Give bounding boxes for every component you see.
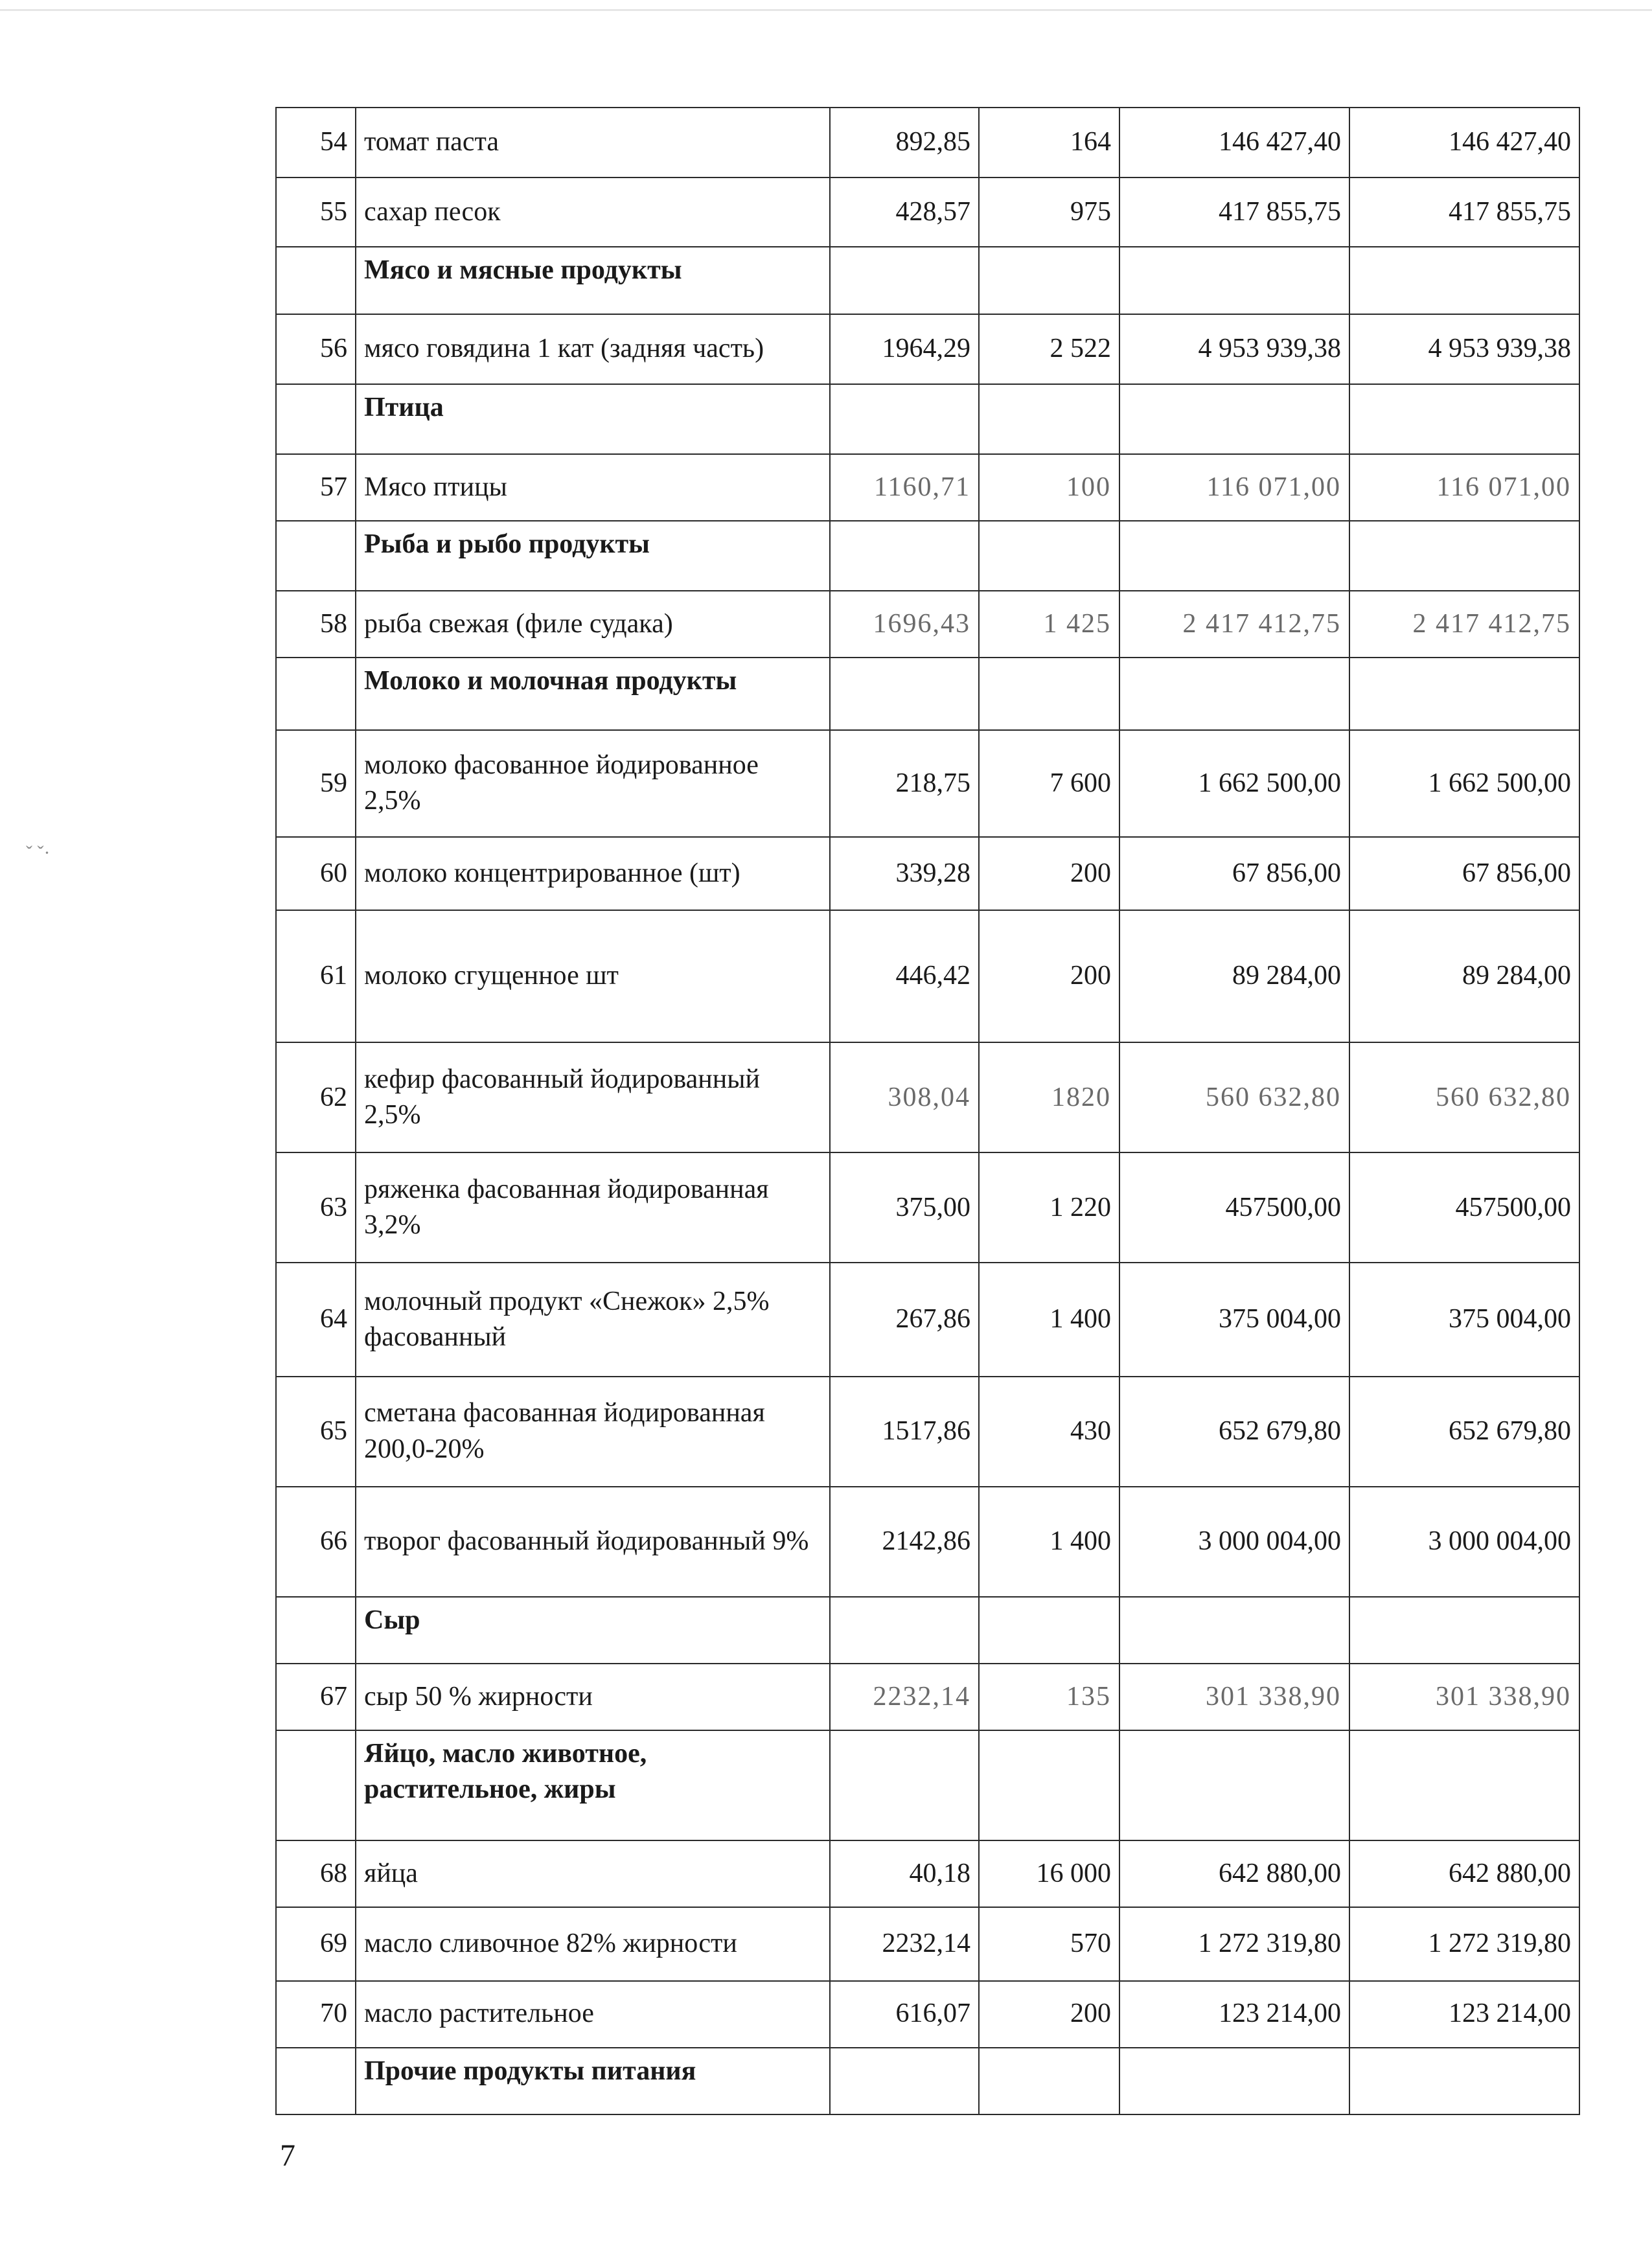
table-row — [276, 1263, 1579, 1376]
quantity-cell: 200 — [979, 1981, 1119, 2048]
unit-price-cell: 1696,43 — [830, 591, 979, 658]
table-row — [276, 1377, 1579, 1487]
product-name-cell: томат паста — [356, 108, 830, 178]
table-row — [276, 1981, 1579, 2048]
unit-price-cell: 616,07 — [830, 1981, 979, 2048]
amount-cell: 301 338,90 — [1119, 1664, 1349, 1730]
product-name-cell: ряженка фасованная йодированная 3,2% — [356, 1152, 830, 1263]
quantity-cell — [979, 384, 1119, 454]
table-row — [276, 314, 1579, 384]
quantity-cell — [979, 247, 1119, 314]
amount-cell — [1119, 1730, 1349, 1840]
row-number-cell: 68 — [276, 1840, 356, 1907]
unit-price-cell: 1517,86 — [830, 1377, 979, 1487]
table-row — [276, 837, 1579, 910]
amount-cell — [1119, 1597, 1349, 1664]
amount-total-cell: 652 679,80 — [1349, 1377, 1579, 1487]
table-row — [276, 178, 1579, 247]
unit-price-cell: 1160,71 — [830, 454, 979, 521]
quantity-cell: 200 — [979, 910, 1119, 1042]
product-name-cell: молоко фасованное йодированное 2,5% — [356, 730, 830, 837]
table-row — [276, 730, 1579, 837]
amount-total-cell — [1349, 1597, 1579, 1664]
unit-price-cell: 1964,29 — [830, 314, 979, 384]
unit-price-cell — [830, 1597, 979, 1664]
quantity-cell: 16 000 — [979, 1840, 1119, 1907]
page-number: 7 — [280, 2138, 295, 2173]
product-name-cell: мясо говядина 1 кат (задняя часть) — [356, 314, 830, 384]
row-number-cell: 66 — [276, 1487, 356, 1597]
amount-total-cell: 417 855,75 — [1349, 178, 1579, 247]
product-name-cell: Молоко и молочная продукты — [356, 658, 830, 729]
row-number-cell: 64 — [276, 1263, 356, 1376]
product-name-cell: масло сливочное 82% жирности — [356, 1907, 830, 1980]
amount-cell: 67 856,00 — [1119, 837, 1349, 910]
section-row — [276, 1597, 1579, 1664]
amount-cell: 652 679,80 — [1119, 1377, 1349, 1487]
amount-total-cell — [1349, 384, 1579, 454]
amount-total-cell: 642 880,00 — [1349, 1840, 1579, 1907]
products-table-wrapper — [275, 107, 1579, 2115]
row-number-cell: 58 — [276, 591, 356, 658]
section-row — [276, 521, 1579, 591]
table-row — [276, 108, 1579, 178]
amount-total-cell: 457500,00 — [1349, 1152, 1579, 1263]
unit-price-cell: 892,85 — [830, 108, 979, 178]
table-row — [276, 454, 1579, 521]
table-row — [276, 1487, 1579, 1597]
row-number-cell — [276, 247, 356, 314]
amount-cell — [1119, 384, 1349, 454]
amount-total-cell — [1349, 247, 1579, 314]
amount-cell — [1119, 658, 1349, 729]
amount-total-cell: 123 214,00 — [1349, 1981, 1579, 2048]
quantity-cell: 570 — [979, 1907, 1119, 1980]
amount-cell: 417 855,75 — [1119, 178, 1349, 247]
row-number-cell — [276, 658, 356, 729]
unit-price-cell: 40,18 — [830, 1840, 979, 1907]
row-number-cell: 57 — [276, 454, 356, 521]
quantity-cell: 164 — [979, 108, 1119, 178]
products-table — [275, 107, 1580, 2115]
amount-total-cell — [1349, 1730, 1579, 1840]
amount-cell: 642 880,00 — [1119, 1840, 1349, 1907]
unit-price-cell — [830, 1730, 979, 1840]
amount-cell: 1 272 319,80 — [1119, 1907, 1349, 1980]
amount-total-cell: 1 662 500,00 — [1349, 730, 1579, 837]
product-name-cell: Яйцо, масло животное, растительное, жиры — [356, 1730, 830, 1840]
section-row — [276, 384, 1579, 454]
quantity-cell: 1 220 — [979, 1152, 1119, 1263]
amount-cell: 560 632,80 — [1119, 1042, 1349, 1152]
amount-cell: 4 953 939,38 — [1119, 314, 1349, 384]
amount-total-cell: 116 071,00 — [1349, 454, 1579, 521]
product-name-cell: сахар песок — [356, 178, 830, 247]
page-top-edge — [0, 0, 1652, 11]
product-name-cell: молоко концентрированное (шт) — [356, 837, 830, 910]
product-name-cell: Мясо и мясные продукты — [356, 247, 830, 314]
amount-total-cell: 301 338,90 — [1349, 1664, 1579, 1730]
product-name-cell: Мясо птицы — [356, 454, 830, 521]
row-number-cell — [276, 2048, 356, 2114]
table-row — [276, 591, 1579, 658]
product-name-cell: Сыр — [356, 1597, 830, 1664]
unit-price-cell — [830, 2048, 979, 2114]
unit-price-cell: 308,04 — [830, 1042, 979, 1152]
product-name-cell: молоко сгущенное шт — [356, 910, 830, 1042]
quantity-cell: 200 — [979, 837, 1119, 910]
quantity-cell: 1 425 — [979, 591, 1119, 658]
unit-price-cell: 339,28 — [830, 837, 979, 910]
row-number-cell — [276, 1597, 356, 1664]
amount-total-cell: 67 856,00 — [1349, 837, 1579, 910]
row-number-cell: 55 — [276, 178, 356, 247]
row-number-cell: 62 — [276, 1042, 356, 1152]
table-row — [276, 910, 1579, 1042]
amount-total-cell: 146 427,40 — [1349, 108, 1579, 178]
row-number-cell — [276, 521, 356, 591]
product-name-cell: творог фасованный йодированный 9% — [356, 1487, 830, 1597]
product-name-cell: Рыба и рыбо продукты — [356, 521, 830, 591]
quantity-cell: 2 522 — [979, 314, 1119, 384]
table-row — [276, 1664, 1579, 1730]
quantity-cell: 1 400 — [979, 1263, 1119, 1376]
scan-mark: ˇ ˇ· — [26, 842, 51, 864]
product-name-cell: Прочие продукты питания — [356, 2048, 830, 2114]
amount-cell — [1119, 247, 1349, 314]
unit-price-cell: 2232,14 — [830, 1907, 979, 1980]
table-row — [276, 1907, 1579, 1980]
amount-total-cell: 560 632,80 — [1349, 1042, 1579, 1152]
product-name-cell: яйца — [356, 1840, 830, 1907]
product-name-cell: кефир фасованный йодированный 2,5% — [356, 1042, 830, 1152]
row-number-cell — [276, 1730, 356, 1840]
unit-price-cell: 428,57 — [830, 178, 979, 247]
amount-cell: 1 662 500,00 — [1119, 730, 1349, 837]
row-number-cell: 60 — [276, 837, 356, 910]
unit-price-cell: 218,75 — [830, 730, 979, 837]
quantity-cell — [979, 658, 1119, 729]
amount-cell — [1119, 2048, 1349, 2114]
unit-price-cell — [830, 658, 979, 729]
product-name-cell: рыба свежая (филе судака) — [356, 591, 830, 658]
quantity-cell: 1820 — [979, 1042, 1119, 1152]
table-row — [276, 1152, 1579, 1263]
row-number-cell: 56 — [276, 314, 356, 384]
amount-total-cell: 2 417 412,75 — [1349, 591, 1579, 658]
row-number-cell: 65 — [276, 1377, 356, 1487]
amount-total-cell — [1349, 2048, 1579, 2114]
row-number-cell: 67 — [276, 1664, 356, 1730]
table-row — [276, 1840, 1579, 1907]
quantity-cell: 975 — [979, 178, 1119, 247]
amount-cell: 116 071,00 — [1119, 454, 1349, 521]
row-number-cell — [276, 384, 356, 454]
quantity-cell: 430 — [979, 1377, 1119, 1487]
amount-total-cell: 1 272 319,80 — [1349, 1907, 1579, 1980]
amount-cell: 146 427,40 — [1119, 108, 1349, 178]
section-row — [276, 1730, 1579, 1840]
product-name-cell: Птица — [356, 384, 830, 454]
row-number-cell: 69 — [276, 1907, 356, 1980]
quantity-cell — [979, 1730, 1119, 1840]
product-name-cell: сыр 50 % жирности — [356, 1664, 830, 1730]
row-number-cell: 59 — [276, 730, 356, 837]
amount-cell: 89 284,00 — [1119, 910, 1349, 1042]
unit-price-cell: 267,86 — [830, 1263, 979, 1376]
quantity-cell: 7 600 — [979, 730, 1119, 837]
amount-total-cell: 3 000 004,00 — [1349, 1487, 1579, 1597]
amount-cell: 123 214,00 — [1119, 1981, 1349, 2048]
amount-cell: 3 000 004,00 — [1119, 1487, 1349, 1597]
row-number-cell: 61 — [276, 910, 356, 1042]
unit-price-cell: 2232,14 — [830, 1664, 979, 1730]
section-row — [276, 658, 1579, 729]
row-number-cell: 70 — [276, 1981, 356, 2048]
quantity-cell — [979, 1597, 1119, 1664]
quantity-cell: 135 — [979, 1664, 1119, 1730]
quantity-cell: 100 — [979, 454, 1119, 521]
amount-cell: 457500,00 — [1119, 1152, 1349, 1263]
row-number-cell: 54 — [276, 108, 356, 178]
amount-total-cell: 4 953 939,38 — [1349, 314, 1579, 384]
product-name-cell: молочный продукт «Снежок» 2,5% фасованный — [356, 1263, 830, 1376]
unit-price-cell: 375,00 — [830, 1152, 979, 1263]
amount-total-cell: 375 004,00 — [1349, 1263, 1579, 1376]
unit-price-cell: 2142,86 — [830, 1487, 979, 1597]
row-number-cell: 63 — [276, 1152, 356, 1263]
amount-cell — [1119, 521, 1349, 591]
section-row — [276, 2048, 1579, 2114]
section-row — [276, 247, 1579, 314]
table-row — [276, 1042, 1579, 1152]
quantity-cell — [979, 2048, 1119, 2114]
amount-total-cell: 89 284,00 — [1349, 910, 1579, 1042]
quantity-cell — [979, 521, 1119, 591]
unit-price-cell — [830, 247, 979, 314]
amount-cell: 2 417 412,75 — [1119, 591, 1349, 658]
unit-price-cell — [830, 521, 979, 591]
unit-price-cell — [830, 384, 979, 454]
product-name-cell: сметана фасованная йодированная 200,0-20% — [356, 1377, 830, 1487]
unit-price-cell: 446,42 — [830, 910, 979, 1042]
amount-total-cell — [1349, 521, 1579, 591]
quantity-cell: 1 400 — [979, 1487, 1119, 1597]
amount-cell: 375 004,00 — [1119, 1263, 1349, 1376]
amount-total-cell — [1349, 658, 1579, 729]
product-name-cell: масло растительное — [356, 1981, 830, 2048]
